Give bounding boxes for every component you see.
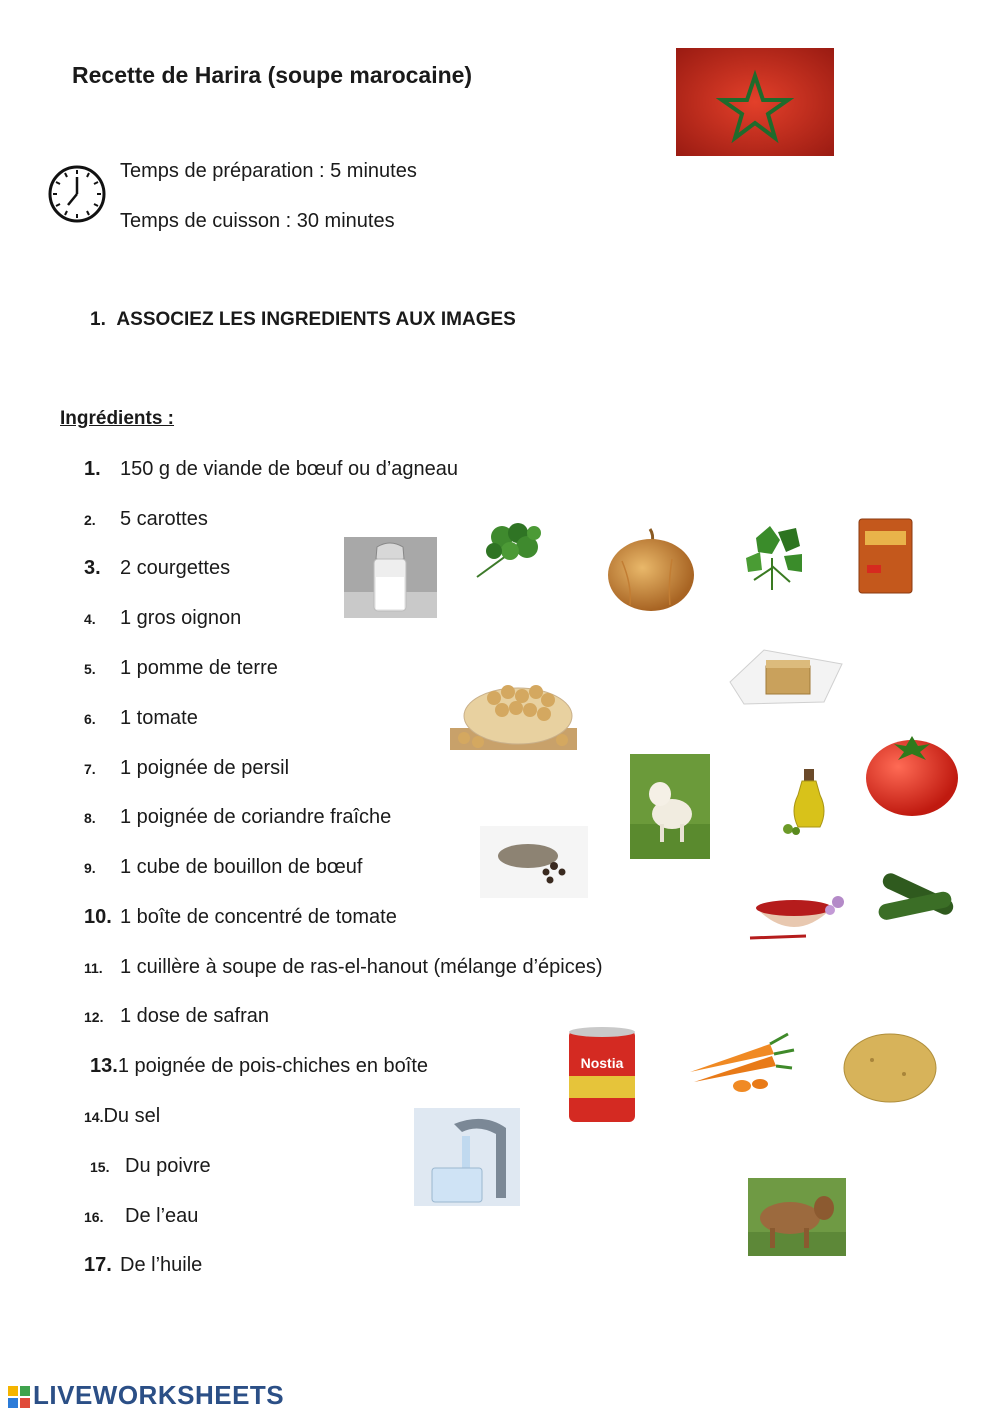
list-item: 13.1 poignée de pois-chiches en boîte bbox=[90, 1055, 429, 1077]
parsley-image[interactable] bbox=[736, 518, 810, 592]
lamb-image[interactable] bbox=[630, 754, 710, 859]
list-item: 3. 2 courgettes bbox=[84, 557, 231, 579]
liveworksheets-logo bbox=[8, 1380, 284, 1411]
zucchini-image[interactable] bbox=[874, 868, 964, 930]
list-item: 14.Du sel bbox=[84, 1105, 161, 1127]
cook-time: Temps de cuisson : 30 minutes bbox=[120, 210, 395, 232]
bouillon-cube-image[interactable] bbox=[724, 642, 852, 714]
carrots-image[interactable] bbox=[684, 1022, 798, 1096]
clock-icon bbox=[46, 163, 108, 225]
cow-image[interactable] bbox=[748, 1178, 846, 1256]
tomato-paste-can-image[interactable] bbox=[565, 1024, 639, 1128]
list-item: 12. 1 dose de safran bbox=[84, 1005, 269, 1027]
exercise-number: 1. bbox=[90, 309, 106, 330]
list-item: 2. 5 carottes bbox=[84, 508, 208, 530]
liveworksheets-logo-icon bbox=[8, 1386, 30, 1408]
list-item: 9. 1 cube de bouillon de bœuf bbox=[84, 856, 363, 878]
footer-brand-text: LIVEWORKSHEETS bbox=[33, 1380, 285, 1410]
prep-time: Temps de préparation : 5 minutes bbox=[120, 160, 417, 182]
pepper-image[interactable] bbox=[480, 826, 588, 898]
can-brand-label: Nostia bbox=[580, 1055, 624, 1071]
onion-image[interactable] bbox=[602, 525, 698, 615]
potato-image[interactable] bbox=[842, 1030, 938, 1104]
page-title: Recette de Harira (soupe marocaine) bbox=[72, 62, 473, 88]
salt-shaker-image[interactable] bbox=[344, 537, 437, 618]
olive-oil-image[interactable] bbox=[780, 765, 838, 837]
list-item: 17. De l’huile bbox=[84, 1254, 203, 1276]
morocco-flag-image bbox=[676, 48, 834, 156]
list-item: 8. 1 poignée de coriandre fraîche bbox=[84, 806, 392, 828]
list-item: 5. 1 pomme de terre bbox=[84, 657, 278, 679]
tomato-image[interactable] bbox=[864, 730, 960, 818]
water-tap-image[interactable] bbox=[414, 1108, 520, 1206]
list-item: 10. 1 boîte de concentré de tomate bbox=[84, 906, 397, 928]
list-item: 7. 1 poignée de persil bbox=[84, 757, 290, 779]
exercise-instruction bbox=[90, 309, 516, 331]
list-item: 1. 150 g de viande de bœuf ou d’agneau bbox=[84, 458, 459, 480]
coriander-image[interactable] bbox=[472, 515, 550, 581]
ingredients-heading: Ingrédients : bbox=[60, 408, 175, 429]
chickpeas-image[interactable] bbox=[450, 668, 577, 750]
list-item: 16. De l’eau bbox=[84, 1205, 199, 1227]
saffron-image[interactable] bbox=[746, 888, 850, 944]
spice-packet-image[interactable] bbox=[857, 517, 914, 595]
list-item: 4. 1 gros oignon bbox=[84, 607, 242, 629]
list-item: 15. Du poivre bbox=[90, 1155, 211, 1177]
exercise-title: ASSOCIEZ LES INGREDIENTS AUX IMAGES bbox=[116, 309, 516, 330]
list-item: 6. 1 tomate bbox=[84, 707, 198, 729]
list-item: 11. 1 cuillère à soupe de ras-el-hanout (mélange d’épices) bbox=[84, 956, 603, 978]
